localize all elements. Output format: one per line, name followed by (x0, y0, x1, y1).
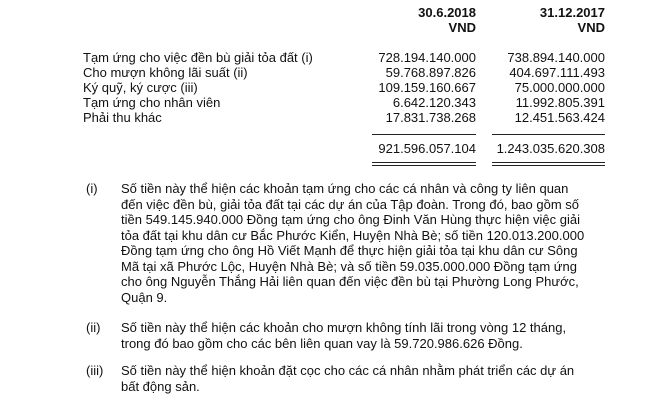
total-2017: 1.243.035.620.308 (496, 141, 605, 156)
footnote-marker: (iii) (86, 363, 104, 378)
column-unit: VND (577, 20, 605, 35)
column-header-31-12-2017 (492, 5, 605, 35)
footnote-line: Quận 9. (121, 289, 168, 305)
receivables-table (83, 50, 605, 125)
table-row (83, 65, 605, 80)
footnote-text (121, 363, 575, 394)
row-value-2018: 59.768.897.826 (385, 65, 476, 80)
footnote-line: Số tiền này thể hiện các khoản tạm ứng cho các cá nhân và công ty liên quan (121, 181, 569, 196)
row-label: Phải thu khác (83, 110, 162, 125)
footnote-line: Đồng tạm ứng cho ông Hồ Viết Mạnh để thực hiện giải tỏa tại khu dân cư Sông (121, 243, 578, 258)
footnote-line: tiền 549.145.940.000 Đồng tạm ứng cho ông Đinh Văn Hùng thực hiện việc giải (121, 212, 580, 227)
table-row (83, 95, 605, 110)
row-value-2018: 6.642.120.343 (392, 95, 476, 110)
row-label: Ký quỹ, ký cược (iii) (83, 80, 198, 95)
footnote-line: bất động sản. (121, 378, 200, 394)
column-unit: VND (448, 20, 476, 35)
subtotal-rule (372, 134, 476, 135)
row-value-2017: 738.894.140.000 (507, 50, 605, 65)
row-value-2018: 109.159.160.667 (378, 80, 476, 95)
footnote-line: Mã tại xã Phước Lộc, Huyện Nhà Bè; và số tiền 59.035.000.000 Đồng tạm ứng (121, 258, 577, 274)
footnote-line: Số tiền này thể hiện các khoản cho mượn không tính lãi trong vòng 12 tháng, (121, 320, 567, 335)
row-value-2018: 728.194.140.000 (378, 50, 476, 65)
footnote-line: cho ông Nguyễn Thắng Hải liên quan đến việc đền bù tại Phường Long Phước, (121, 274, 579, 289)
total-double-rule (372, 162, 476, 166)
footnote-marker: (i) (86, 181, 98, 196)
total-2018: 921.596.057.104 (378, 141, 476, 156)
footnote-line: trong đó bao gồm cho các bên liên quan vay là 59.720.986.626 Đồng. (121, 335, 523, 351)
row-label: Tạm ứng cho việc đền bù giải tỏa đất (i) (83, 50, 313, 65)
row-value-2018: 17.831.738.268 (385, 110, 476, 125)
column-date: 30.6.2018 (418, 5, 476, 20)
row-value-2017: 75.000.000.000 (514, 80, 605, 95)
table-row (83, 110, 605, 125)
row-label: Tạm ứng cho nhân viên (83, 95, 221, 110)
row-value-2017: 12.451.563.424 (514, 110, 605, 125)
footnote-marker: (ii) (86, 320, 101, 335)
footnote-text (121, 320, 566, 351)
column-header-30-6-2018 (372, 5, 476, 35)
row-label: Cho mượn không lãi suất (ii) (83, 65, 248, 80)
row-value-2017: 404.697.111.493 (509, 65, 605, 80)
table-row (83, 80, 605, 95)
footnote-line: Số tiền này thể hiện khoản đặt cọc cho các cá nhân nhằm phát triển các dự án (121, 363, 575, 378)
row-value-2017: 11.992.805.391 (515, 95, 605, 110)
footnote-line: tỏa đất tại khu dân cư Bắc Phước Kiển, Huyện Nhà Bè; số tiền 120.013.200.000 (121, 227, 585, 243)
subtotal-rule (492, 134, 605, 135)
column-date: 31.12.2017 (539, 5, 605, 20)
footnote-line: đến việc đền bù, giải tỏa đất tại các dự án của Tập đoàn. Trong đó, bao gồm số (121, 196, 579, 212)
total-double-rule (492, 162, 605, 166)
footnote-text (121, 181, 585, 305)
table-row (83, 50, 605, 65)
